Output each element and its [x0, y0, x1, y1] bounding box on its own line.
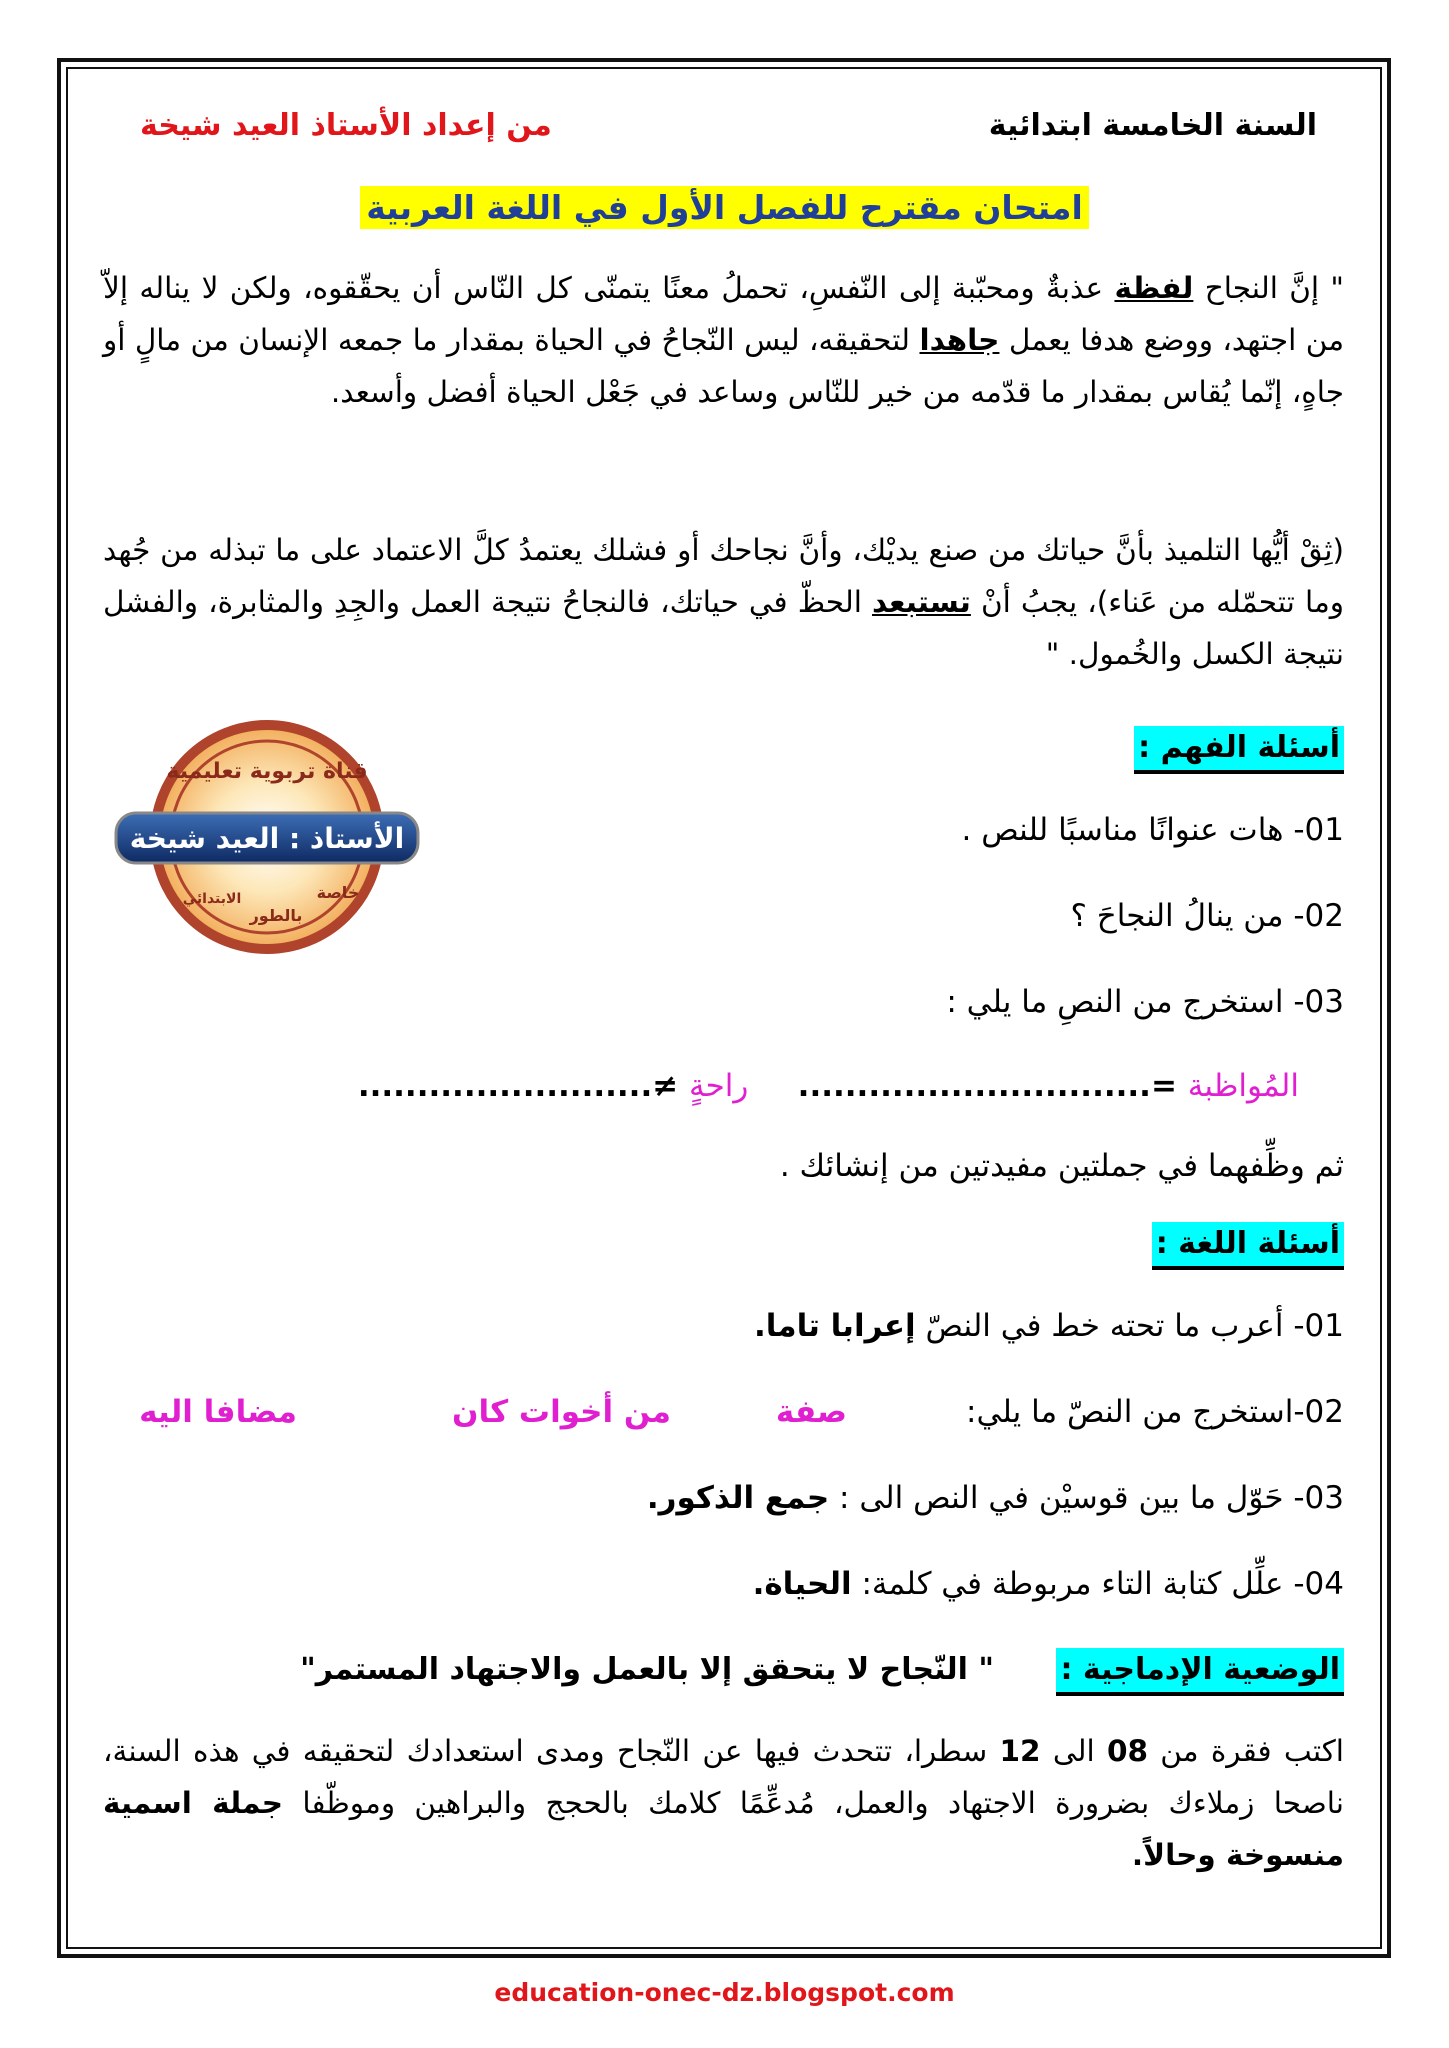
question-emphasis: الحياة.: [752, 1566, 852, 1602]
author-line: من إعداد الأستاذ العيد شيخة: [140, 108, 552, 143]
stamp-top-text: قناة تربوية تعليمية: [166, 759, 368, 784]
text-span: (ثِقْ أيُّها التلميذ بأنَّ حياتك من صنع يديْك، وأنَّ نجاحك أو فشلك يعتمدُ كلَّ الاعتماد على ما تبذله من جُهد وما تتحمّله من عَناء)، يجبُ أنْ: [103, 533, 1345, 619]
underlined-word: جاهدا: [919, 323, 1000, 357]
language-q1: [754, 1308, 1344, 1344]
stamp-graphic: [108, 718, 426, 956]
stamp-bottom-mid: بالطور: [249, 906, 303, 925]
text-paragraph-2: [103, 524, 1344, 680]
text-span: الحظّ في حياتك، فالنجاحُ نتيجة العمل والجِدِ والمثابرة، والفشل نتيجة الكسل والخُمول. ": [103, 585, 1344, 671]
task-text: سطرا، تتحدث فيها عن النّجاح ومدى استعدادك لتحقيقه في هذه السنة، ناصحا زملاءك بضرورة الاجتهاد والعمل، مُدعِّمًا كلامك بالحجج والبراهين وموظّفا: [103, 1734, 1344, 1820]
equals-blank: =..............................: [797, 1068, 1188, 1104]
integration-quote: " النّجاح لا يتحقق إلا بالعمل والاجتهاد المستمر": [300, 1652, 994, 1687]
stamp-bottom-left: الابتدائي: [182, 891, 242, 907]
not-equals-blank: ≠.........................: [357, 1068, 690, 1104]
word-raha: راحةٍ: [689, 1068, 749, 1104]
task-text: الى: [1040, 1734, 1107, 1768]
option-sifa: صفة: [775, 1394, 847, 1430]
underlined-word: لفظة: [1114, 271, 1194, 305]
title-area: [0, 186, 1449, 229]
language-heading: أسئلة اللغة :: [1152, 1222, 1344, 1270]
exam-title: امتحان مقترح للفصل الأول في اللغة العربية: [360, 186, 1089, 229]
question-text: 03- حَوّل ما بين قوسيْن في النص الى :: [829, 1480, 1344, 1516]
task-text: اكتب فقرة من: [1148, 1734, 1344, 1768]
comprehension-heading: أسئلة الفهم :: [1134, 726, 1344, 774]
grade-level: السنة الخامسة ابتدائية: [988, 108, 1317, 143]
comprehension-q3: 03- استخرج من النصِ ما يلي :: [946, 984, 1344, 1020]
text-span: عذبةٌ ومحبّبة إلى النّفسِ، تحملُ معنًا يتمنّى كل النّاس أن يحقّقوه، ولكن لا يناله إلاّ من اجتهد، ووضع هدفا يعمل: [103, 271, 1344, 357]
option-mudaf-ilayh: مضافا اليه: [139, 1394, 297, 1430]
stamp-bottom-right: خاصة: [316, 883, 360, 902]
language-q3: [647, 1480, 1344, 1516]
question-emphasis: إعرابا تاما.: [753, 1308, 916, 1344]
integration-heading: الوضعية الإدماجية :: [1056, 1648, 1344, 1696]
comprehension-q2: 02- من ينالُ النجاحَ ؟: [1070, 898, 1344, 934]
text-paragraph-1: [103, 262, 1344, 418]
question-emphasis: جمع الذكور.: [646, 1480, 830, 1516]
comprehension-q3-followup: ثم وظِّفهما في جملتين مفيدتين من إنشائك .: [779, 1148, 1344, 1184]
question-text: 01- أعرب ما تحته خط في النصّ: [915, 1308, 1344, 1344]
integration-task: [103, 1725, 1344, 1881]
underlined-word: تستبعد: [872, 585, 971, 619]
question-text: 02-استخرج من النصّ ما يلي:: [966, 1394, 1344, 1430]
teacher-stamp: [108, 718, 426, 956]
language-q2: [966, 1394, 1344, 1430]
word-muwazaba: المُواظبة: [1187, 1068, 1299, 1104]
stamp-name-text: الأستاذ : العيد شيخة: [129, 822, 405, 855]
task-number: 12: [999, 1734, 1041, 1768]
footer-url[interactable]: education-onec-dz.blogspot.com: [494, 1978, 955, 2007]
task-number: 08: [1106, 1734, 1148, 1768]
task-emphasis: جملة اسمية منسوخة وحالاً.: [103, 1786, 1344, 1872]
option-akhawat-kana: من أخوات كان: [452, 1394, 671, 1430]
language-q4: [753, 1566, 1344, 1602]
text-span: لتحقيقه، ليس النّجاحُ في الحياة بمقدار ما جمعه الإنسان من مالٍ أو جاهٍ، إنّما يُقاس بمقدار ما قدّمه من خير للنّاس وساعد في جَعْل الحياة أفضل وأسعد.: [103, 323, 1344, 409]
synonym-antonym-line: [358, 1068, 1299, 1104]
question-text: 04- علِّل كتابة التاء مربوطة في كلمة:: [851, 1566, 1344, 1602]
text-span: " إنَّ النجاح: [1193, 271, 1344, 305]
comprehension-q1: 01- هات عنوانًا مناسبًا للنص .: [961, 812, 1344, 848]
